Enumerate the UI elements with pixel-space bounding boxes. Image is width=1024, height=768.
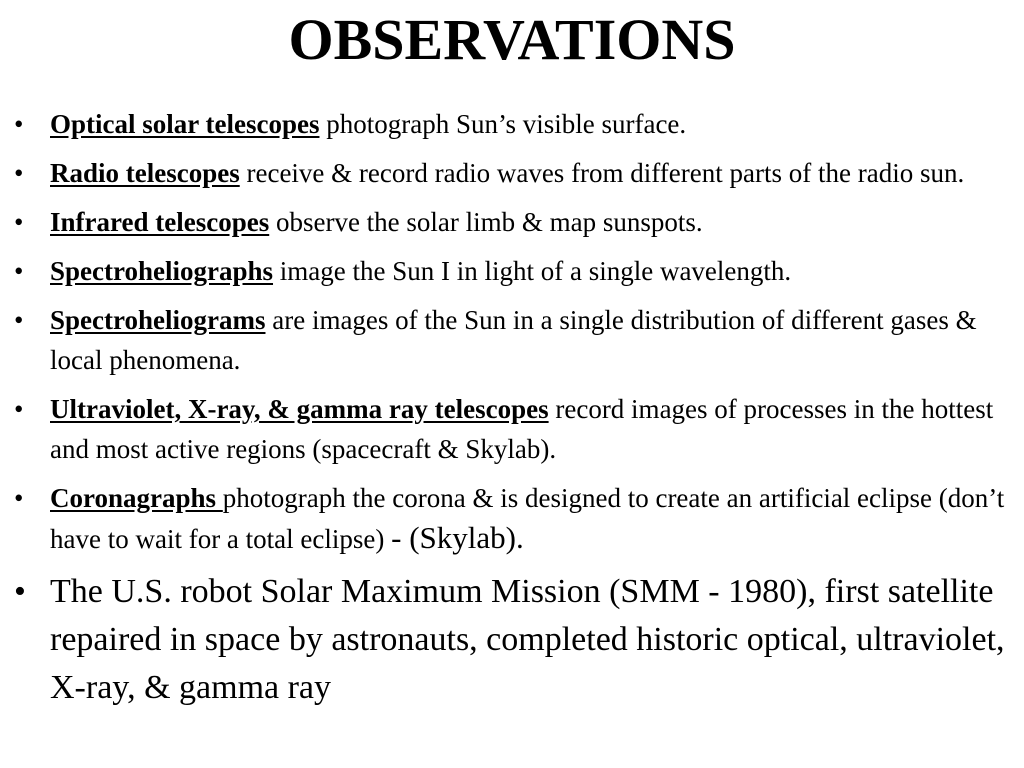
bullet-optical-telescopes: [0, 104, 1024, 144]
bullet-term: Ultraviolet, X-ray, & gamma ray telescopes: [50, 394, 549, 424]
bullet-dot-icon: •: [14, 256, 24, 286]
bullet-text: photograph Sun’s visible surface.: [319, 109, 687, 139]
bullet-coronagraphs: [0, 478, 1024, 559]
bullet-dot-icon: •: [14, 109, 24, 139]
bullet-text: observe the solar limb & map sunspots.: [269, 207, 703, 237]
bullet-uv-xray-gamma-telescopes: [0, 389, 1024, 469]
bullet-list: [0, 104, 1024, 721]
bullet-dot-icon: •: [14, 573, 26, 610]
bullet-text: record images of processes in the hottest and most active regions (spacecraft & Skylab).: [50, 394, 994, 464]
bullet-term: Spectroheliograms: [50, 305, 266, 335]
slide-title: OBSERVATIONS: [288, 7, 736, 72]
bullet-dot-icon: •: [14, 207, 24, 237]
bullet-text: photograph the corona & is designed to create an artificial eclipse (don’t have to wait for a total eclipse): [50, 483, 1005, 554]
bullet-spectroheliographs: [0, 251, 1024, 291]
bullet-term: Optical solar telescopes: [50, 109, 320, 139]
bullet-infrared-telescopes: [0, 202, 1024, 242]
bullet-term: Spectroheliographs: [50, 256, 274, 286]
bullet-dot-icon: •: [14, 158, 24, 188]
bullet-term: Infrared telescopes: [50, 207, 270, 237]
bullet-spectroheliograms: [0, 300, 1024, 380]
bullet-dot-icon: •: [14, 305, 24, 335]
bullet-text: are images of the Sun in a single distribution of different gases & local phenomena.: [50, 305, 977, 375]
bullet-smm-mission: [0, 568, 1024, 712]
bullet-radio-telescopes: [0, 153, 1024, 193]
bullet-term: Radio telescopes: [50, 158, 240, 188]
bullet-term: Coronagraphs: [50, 483, 223, 513]
bullet-text: The U.S. robot Solar Maximum Mission (SMM - 1980), first satellite repaired in space by astronauts, completed historic optical, ultraviolet, X-ray, & gamma ray: [50, 573, 1005, 706]
bullet-text: receive & record radio waves from different parts of the radio sun.: [239, 158, 965, 188]
bullet-dot-icon: •: [14, 483, 24, 513]
bullet-tail-text: - (Skylab).: [391, 520, 524, 555]
bullet-dot-icon: •: [14, 394, 24, 424]
bullet-text: image the Sun I in light of a single wavelength.: [273, 256, 792, 286]
